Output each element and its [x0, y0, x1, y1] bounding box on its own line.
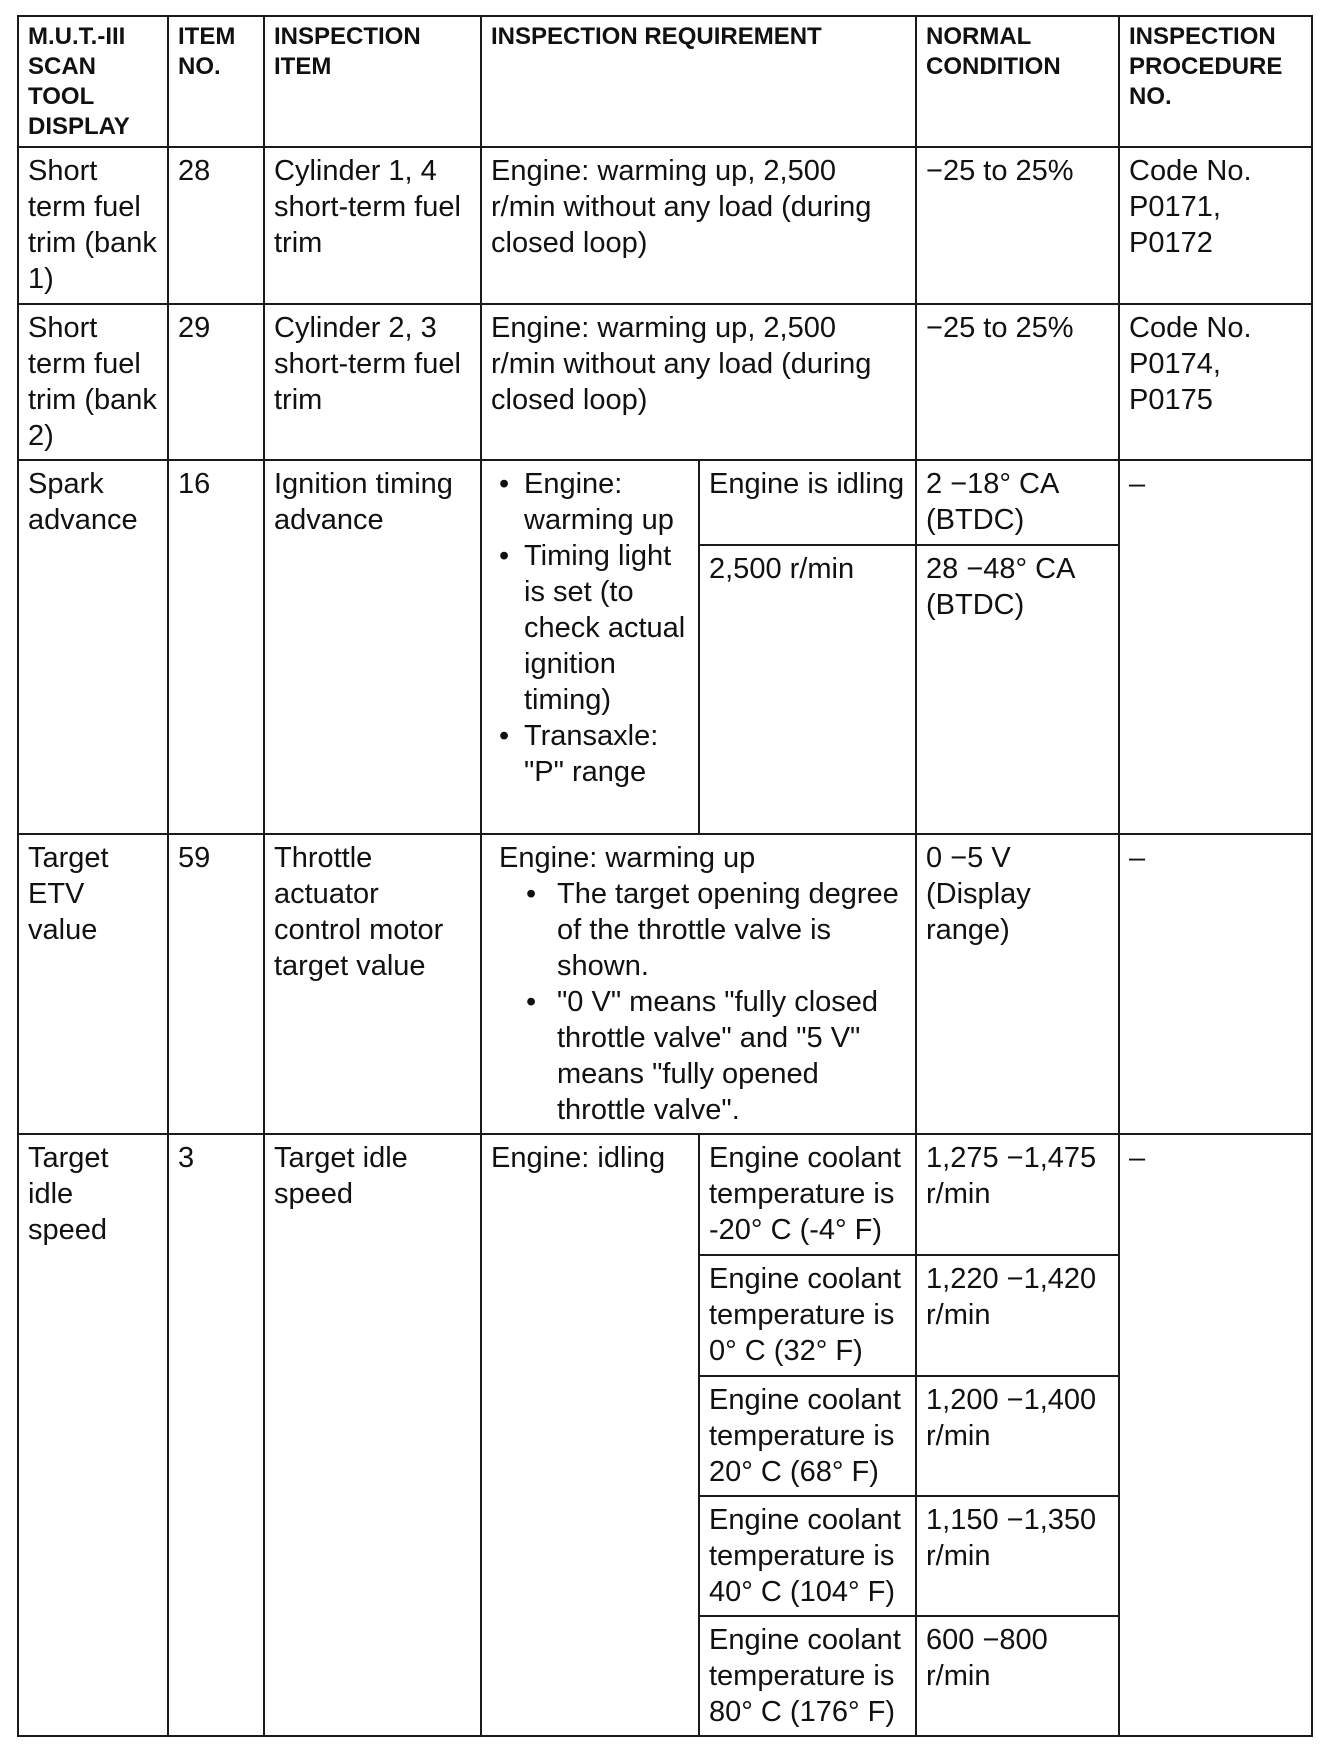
cell-display: Target ETV value — [18, 834, 168, 1134]
header-requirement: INSPECTION REQUIREMENT — [481, 16, 916, 147]
cell-display: Short term fuel trim (bank 2) — [18, 304, 168, 461]
header-item: INSPECTION ITEM — [264, 16, 481, 147]
cell-procedure: Code No. P0174, P0175 — [1119, 304, 1312, 461]
cell-procedure: – — [1119, 834, 1312, 1134]
cell-item: Cylinder 1, 4 short-term fuel trim — [264, 147, 481, 304]
cell-item-no: 16 — [168, 460, 264, 833]
table-row — [18, 1134, 1312, 1255]
cell-requirement — [481, 834, 916, 1134]
cell-item-no: 28 — [168, 147, 264, 304]
cell-procedure: – — [1119, 460, 1312, 833]
header-row — [18, 16, 1312, 147]
cell-requirement: Engine: idling — [481, 1134, 699, 1736]
header-normal: NORMAL CONDITION — [916, 16, 1119, 147]
cell-normal: 28 −48° CA (BTDC) — [916, 545, 1119, 833]
cell-normal: 600 −800 r/min — [916, 1616, 1119, 1736]
cell-item-no: 29 — [168, 304, 264, 461]
cell-procedure: Code No. P0171, P0172 — [1119, 147, 1312, 304]
requirement-lead: Engine: warming up — [499, 841, 756, 874]
cell-normal: 1,200 −1,400 r/min — [916, 1376, 1119, 1496]
table-row — [18, 834, 1312, 1134]
bullet-item: • Transaxle: "P" range — [491, 718, 690, 790]
cell-normal: 1,150 −1,350 r/min — [916, 1496, 1119, 1616]
cell-sub-condition: Engine coolant temperature is 80° C (176° F) — [699, 1616, 916, 1736]
table-row — [18, 460, 1312, 545]
cell-sub-condition: Engine coolant temperature is 20° C (68° F) — [699, 1376, 916, 1496]
bullet-item: • Engine: warming up — [491, 466, 690, 538]
header-procedure: INSPECTION PROCEDURE NO. — [1119, 16, 1312, 147]
cell-requirement: Engine: warming up, 2,500 r/min without any load (during closed loop) — [481, 147, 916, 304]
requirement-bullets — [491, 876, 907, 1128]
cell-item: Throttle actuator control motor target value — [264, 834, 481, 1134]
table-row — [18, 304, 1312, 461]
cell-normal: −25 to 25% — [916, 147, 1119, 304]
cell-normal: 1,220 −1,420 r/min — [916, 1255, 1119, 1375]
cell-normal: 2 −18° CA (BTDC) — [916, 460, 1119, 545]
cell-normal: 1,275 −1,475 r/min — [916, 1134, 1119, 1255]
cell-item: Ignition timing advance — [264, 460, 481, 833]
cell-sub-condition: 2,500 r/min — [699, 545, 916, 833]
cell-sub-condition: Engine coolant temperature is 40° C (104° F) — [699, 1496, 916, 1616]
cell-requirement — [481, 460, 699, 833]
cell-sub-condition: Engine coolant temperature is -20° C (-4° F) — [699, 1134, 916, 1255]
inspection-table — [17, 15, 1313, 1737]
cell-sub-condition: Engine coolant temperature is 0° C (32° F) — [699, 1255, 916, 1375]
cell-item: Target idle speed — [264, 1134, 481, 1736]
table-row — [18, 147, 1312, 304]
cell-item-no: 59 — [168, 834, 264, 1134]
cell-display: Spark advance — [18, 460, 168, 833]
cell-normal: 0 −5 V (Display range) — [916, 834, 1119, 1134]
cell-item: Cylinder 2, 3 short-term fuel trim — [264, 304, 481, 461]
cell-display: Target idle speed — [18, 1134, 168, 1736]
cell-display: Short term fuel trim (bank 1) — [18, 147, 168, 304]
cell-sub-condition: Engine is idling — [699, 460, 916, 545]
bullet-item: • The target opening degree of the throttle valve is shown. — [524, 876, 907, 984]
requirement-bullets — [491, 466, 690, 790]
cell-normal: −25 to 25% — [916, 304, 1119, 461]
bullet-item: • Timing light is set (to check actual ignition timing) — [491, 538, 690, 718]
cell-requirement: Engine: warming up, 2,500 r/min without any load (during closed loop) — [481, 304, 916, 461]
cell-procedure: – — [1119, 1134, 1312, 1736]
cell-item-no: 3 — [168, 1134, 264, 1736]
bullet-item: • "0 V" means "fully closed throttle valve" and "5 V" means "fully opened throttle valve". — [524, 984, 907, 1128]
header-item-no: ITEM NO. — [168, 16, 264, 147]
header-display: M.U.T.-III SCAN TOOL DISPLAY — [18, 16, 168, 147]
